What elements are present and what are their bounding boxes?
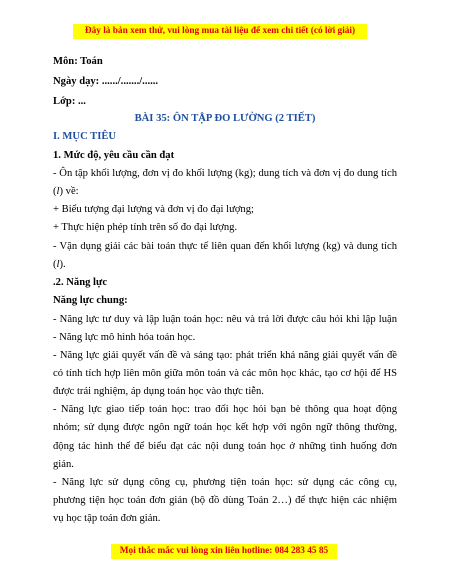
competency-line: có tính tích hợp liên môn giữa môn toán và các môn học khác, tạo cơ hội để HS	[53, 368, 397, 379]
requirement-line: (l) về:	[53, 186, 79, 197]
lesson-title: BÀI 35: ÔN TẬP ĐO LƯỜNG (2 TIẾT)	[134, 113, 316, 124]
competency-line: - Năng lực giải quyết vấn đề và sáng tạo: phát triển khả năng giải quyết vấn đề	[53, 350, 397, 361]
hotline-footer: Mọi thắc mắc vui lòng xin liên hotline: 084 283 45 85	[111, 544, 337, 559]
competency-line: - Năng lực tư duy và lập luận toán học: nêu và trả lời được câu hỏi khi lập luận	[53, 314, 397, 325]
requirement-line: - Ôn tập khối lượng, đơn vị đo khối lượng (kg); dung tích và đơn vị đo dung tích	[53, 168, 397, 179]
preview-banner: Đây là bản xem thử, vui lòng mua tài liệu để xem chi tiết (có lời giải)	[73, 24, 367, 39]
requirement-line: + Biểu tượng đại lượng và đơn vị đo đại lượng;	[53, 204, 254, 215]
competency-line: - Năng lực mô hình hóa toán học.	[53, 332, 196, 343]
competency-line: động tác hình thể để biểu đạt các nội dung toán học ở những tình huống đơn	[53, 441, 397, 452]
requirement-line: - Vận dụng giải các bài toán thực tế liên quan đến khối lượng (kg) và dung tích	[53, 241, 397, 252]
subheading-requirements: 1. Mức độ, yêu cầu cần đạt	[53, 150, 175, 161]
competency-line: vụ học tập toán đơn giản.	[53, 513, 161, 524]
class-line: Lớp: ...	[53, 96, 86, 107]
competency-line: phương tiện học toán đơn giản (bộ đồ dùng Toán 2…) để thực hiện các nhiệm	[53, 495, 397, 506]
general-competencies-heading: Năng lực chung:	[53, 295, 128, 306]
competency-line: nhóm; sử dụng được ngôn ngữ toán học kết hợp với ngôn ngữ thông thường,	[53, 422, 397, 433]
section-heading-objectives: I. MỤC TIÊU	[53, 131, 117, 142]
requirement-line: (l).	[53, 259, 66, 270]
competency-line: giản.	[53, 459, 74, 470]
competency-line: - Năng lực sử dụng công cụ, phương tiện toán học: sử dụng các công cụ,	[53, 477, 397, 488]
competency-line: - Năng lực giao tiếp toán học: trao đổi học hỏi bạn bè thông qua hoạt động	[53, 404, 397, 415]
subject-line: Môn: Toán	[53, 56, 103, 67]
date-line: Ngày dạy: ....../......./......	[53, 76, 159, 87]
competency-line: được trải nghiệm, áp dụng toán học vào thực tiễn.	[53, 386, 264, 397]
subheading-competencies: .2. Năng lực	[53, 277, 108, 288]
requirement-line: + Thực hiện phép tính trên số đo đại lượng.	[53, 222, 238, 233]
